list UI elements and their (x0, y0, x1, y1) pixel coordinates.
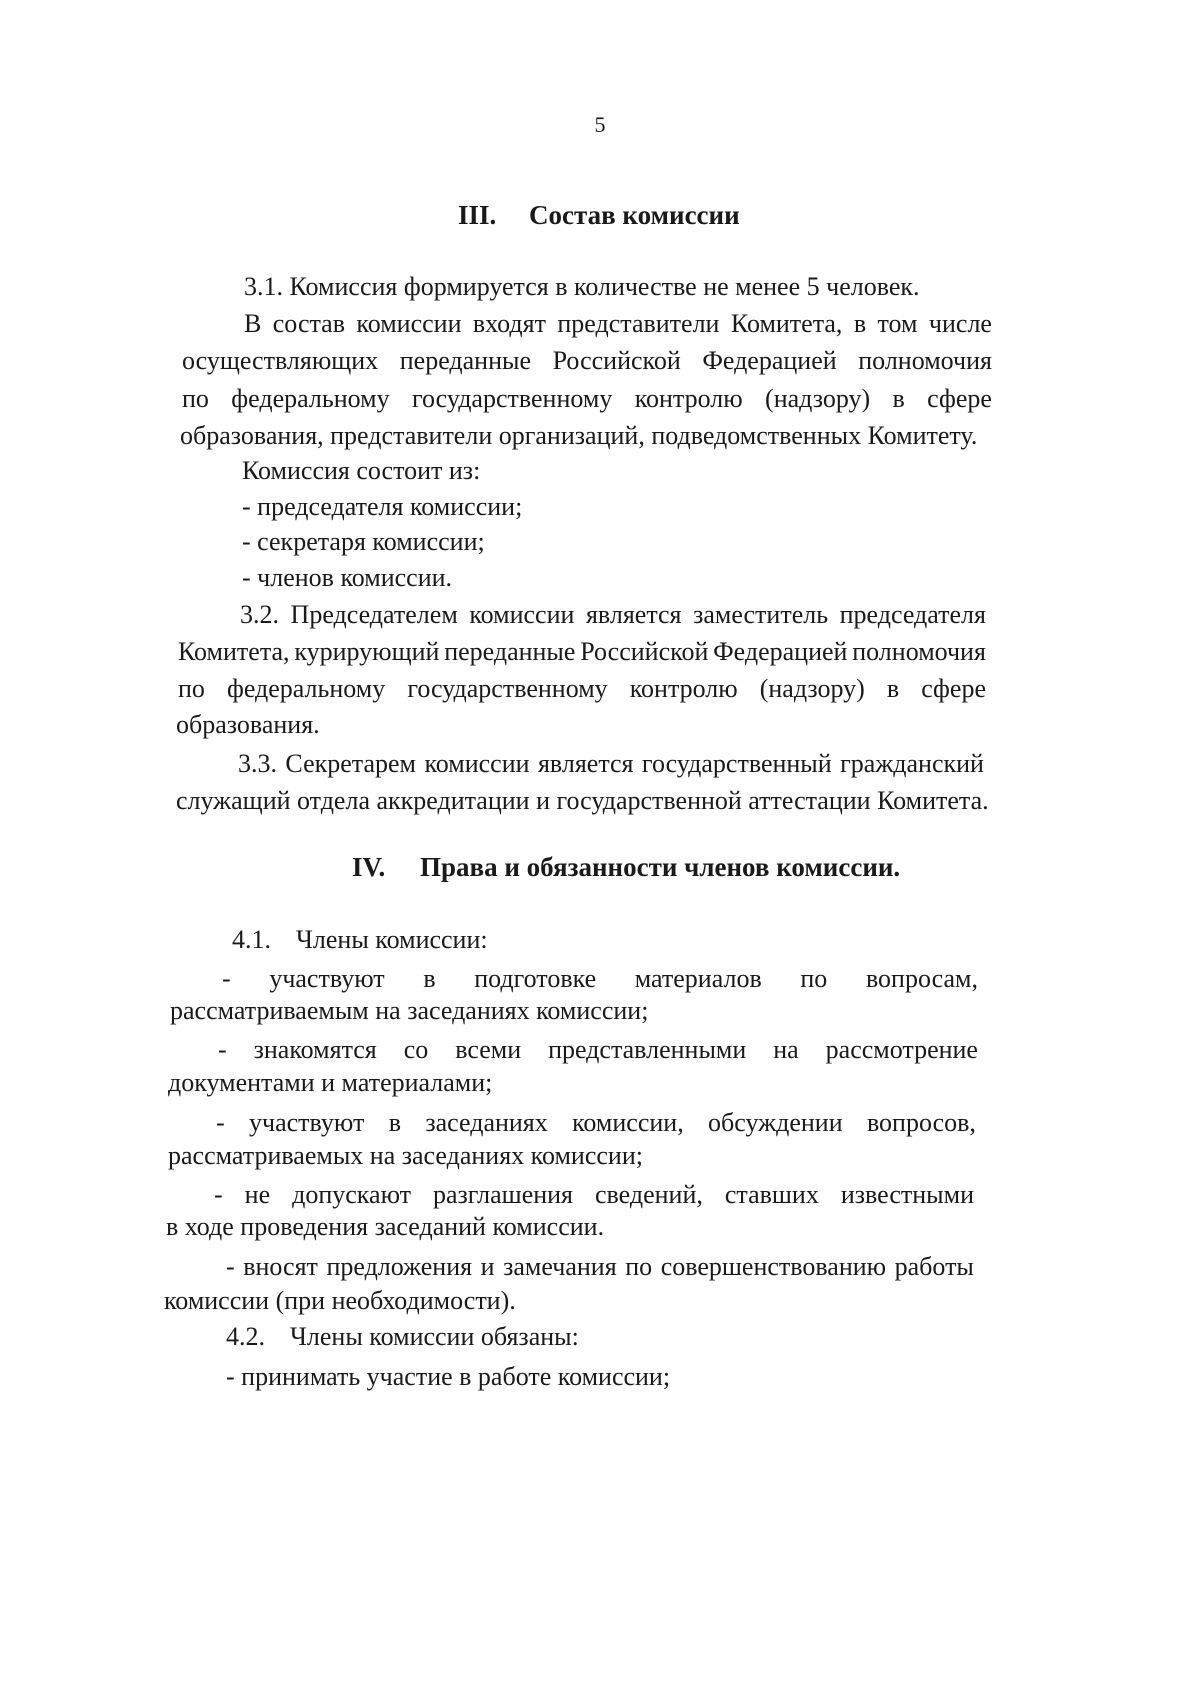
list-item: - членов комиссии. (242, 563, 453, 592)
item-4-1-b-line-1: - знакомятся со всеми представленными на рассмотрение (218, 1035, 978, 1064)
section-heading-3 (458, 200, 740, 231)
item-4-1-a-line-2: рассматриваемым на заседаниях комиссии; (170, 996, 649, 1025)
item-4-1-e-line-1: - вносят предложения и замечания по совершенствованию работы (226, 1252, 974, 1281)
paragraph-3-2-line-1: 3.2. Председателем комиссии является заместитель председателя (240, 600, 986, 629)
paragraph-4-2: 4.2. Члены комиссии обязаны: (226, 1322, 579, 1351)
item-4-1-a-line-1: - участвуют в подготовке материалов по вопросам, (222, 964, 978, 993)
section-heading-4 (352, 852, 900, 883)
section-title: Права и обязанности членов комиссии. (420, 852, 901, 882)
composition-line-4: образования, представители организаций, подведомственных Комитету. (180, 421, 978, 450)
paragraph-3-2-line-4: образования. (176, 710, 320, 739)
composition-line-1: В состав комиссии входят представители Комитета, в том числе (244, 309, 992, 338)
paragraph-3-3-line-1: 3.3. Секретарем комиссии является государственный гражданский (238, 749, 984, 778)
section-number: III. (458, 200, 497, 230)
item-4-1-b-line-2: документами и материалами; (168, 1068, 493, 1097)
paragraph-4-1: 4.1. Члены комиссии: (232, 925, 488, 954)
list-item: - секретаря комиссии; (242, 527, 485, 556)
composition-line-3: по федеральному государственному контролю (надзору) в сфере (182, 384, 992, 413)
item-4-1-d-line-2: в ходе проведения заседаний комиссии. (166, 1212, 605, 1241)
paragraph-3-2-line-2: Комитета, курирующий переданные Российской Федерацией полномочия (178, 637, 986, 666)
list-item: - председателя комиссии; (242, 492, 523, 521)
paragraph-3-3-line-2: служащий отдела аккредитации и государственной аттестации Комитета. (176, 786, 989, 815)
composition-line-2: осуществляющих переданные Российской Федерацией полномочия (182, 346, 992, 375)
list-item: - принимать участие в работе комиссии; (226, 1362, 671, 1391)
section-number: IV. (352, 852, 386, 882)
item-4-1-e-line-2: комиссии (при необходимости). (164, 1286, 516, 1315)
paragraph-3-1: 3.1. Комиссия формируется в количестве не менее 5 человек. (244, 272, 920, 301)
item-4-1-d-line-1: - не допускают разглашения сведений, ставших известными (214, 1180, 974, 1209)
consists-of: Комиссия состоит из: (242, 456, 481, 485)
item-4-1-c-line-1: - участвуют в заседаниях комиссии, обсуждении вопросов, (216, 1108, 976, 1137)
section-title: Состав комиссии (529, 200, 740, 230)
paragraph-3-2-line-3: по федеральному государственному контролю (надзору) в сфере (178, 674, 986, 703)
page-number: 5 (594, 112, 606, 137)
item-4-1-c-line-2: рассматриваемых на заседаниях комиссии; (168, 1141, 643, 1170)
